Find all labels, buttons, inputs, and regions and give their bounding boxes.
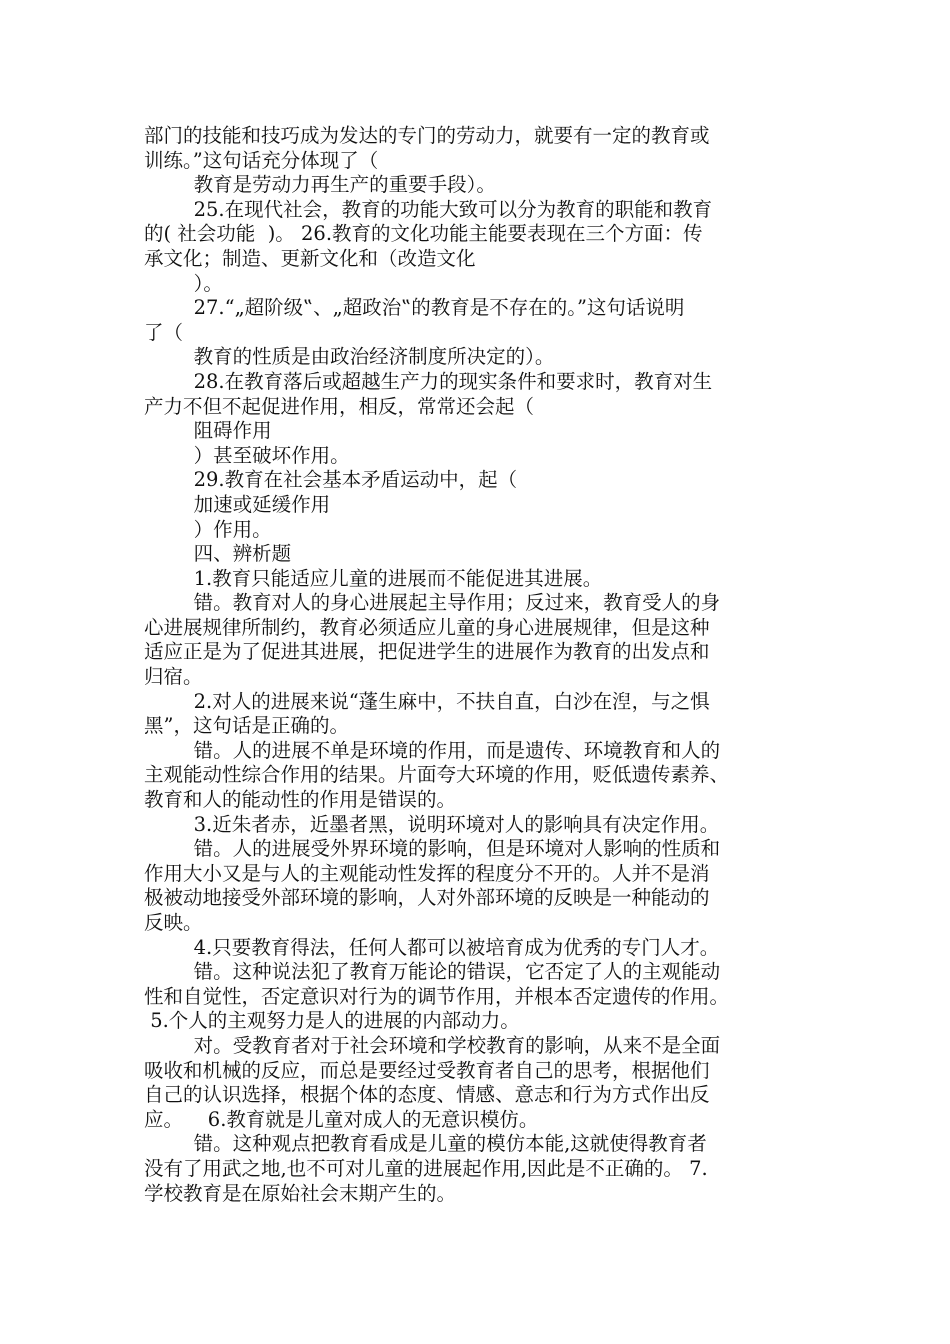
text-line: 错。人的进展不单是环境的作用，而是遗传、环境教育和人的 [144,738,721,762]
text-line: 错。教育对人的身心进展起主导作用；反过来，教育受人的身 [144,591,721,615]
text-line: 25.在现代社会，教育的功能大致可以分为教育的职能和教育 [144,197,713,221]
text-line: 部门的技能和技巧成为发达的专门的劳动力，就要有一定的教育或 [144,124,710,147]
text-line: 心进展规律所制约，教育必须适应儿童的身心进展规律，但是这种 [144,615,710,639]
text-line: 教育是劳动力再生产的重要手段）。 [144,173,496,197]
text-line: 归宿。 [144,665,203,689]
text-line: 错。这种说法犯了教育万能论的错误，它否定了人的主观能动 [144,960,721,984]
text-line: 适应正是为了促进其进展，把促进学生的进展作为教育的出发点和 [144,640,710,664]
text-line: 加速或延缓作用 [144,492,331,516]
section-heading: 四、辨析题 [144,542,292,566]
text-line: 阻碍作用 [144,419,272,443]
text-line: 自己的认识选择，根据个体的态度、情感、意志和行为方式作出反 [144,1083,710,1107]
text-line: 承文化；制造、更新文化和（改造文化 [144,246,476,270]
text-line: 了（ [144,320,184,344]
text-line: 3.近朱者赤，近墨者黑，说明环境对人的影响具有决定作用。 [144,812,720,836]
text-line: 错。人的进展受外界环境的影响，但是环境对人影响的性质和 [144,837,721,861]
text-line: 性和自觉性，否定意识对行为的调节作用，并根本否定遗传的作用。 [144,984,730,1008]
text-line: 28.在教育落后或超越生产力的现实条件和要求时，教育对生 [144,369,713,393]
text-line: 黑”，这句话是正确的。 [144,714,349,738]
text-line: 吸收和机械的反应，而总是要经过受教育者自己的思考，根据他们 [144,1058,710,1082]
text-line: 1.教育只能适应儿童的进展而不能促进其进展。 [144,566,603,590]
text-line: 训练。”这句话充分体现了（ [144,148,379,172]
text-line: 对。受教育者对于社会环境和学校教育的影响，从来不是全面 [144,1033,721,1057]
text-line: 没有了用武之地,也不可对儿童的进展起作用,因此是不正确的。 7. [144,1156,708,1180]
text-line: 教育和人的能动性的作用是错误的。 [144,788,457,812]
text-line: ）作用。 [144,517,272,541]
text-line: 学校教育是在原始社会末期产生的。 [144,1181,457,1205]
text-line: ）甚至破坏作用。 [144,443,350,467]
text-line: 的( 社会功能 )。 26.教育的文化功能主能要表现在三个方面：传 [144,222,703,246]
text-line: 2.对人的进展来说“蓬生麻中，不扶自直，白沙在湼，与之惧 [144,689,710,713]
text-line: 应。 6.教育就是儿童对成人的无意识模仿。 [144,1107,539,1131]
text-line: 5.个人的主观努力是人的进展的内部动力。 [144,1009,520,1033]
text-line: 产力不但不起促进作用，相反，常常还会起（ [144,394,535,418]
text-line: 教育的性质是由政治经济制度所决定的）。 [144,345,555,369]
text-line: 27.“„超阶级‟、„超政治‟的教育是不存在的。”这句话说明 [144,296,685,320]
document-text [144,124,824,1206]
text-line: 29.教育在社会基本矛盾运动中，起（ [144,468,518,492]
text-line: 错。这种观点把教育看成是儿童的模仿本能,这就使得教育者 [144,1132,707,1156]
text-line: 4.只要教育得法，任何人都可以被培育成为优秀的专门人才。 [144,935,720,959]
text-line: 作用大小又是与人的主观能动性发挥的程度分不开的。人并不是消 [144,861,710,885]
text-line: 极被动地接受外部环境的影响，人对外部环境的反映是一种能动的 [144,886,710,910]
text-line: 反映。 [144,911,203,934]
text-line: ）。 [144,271,223,295]
text-line: 主观能动性综合作用的结果。片面夸大环境的作用，贬低遗传素养、 [144,763,730,787]
